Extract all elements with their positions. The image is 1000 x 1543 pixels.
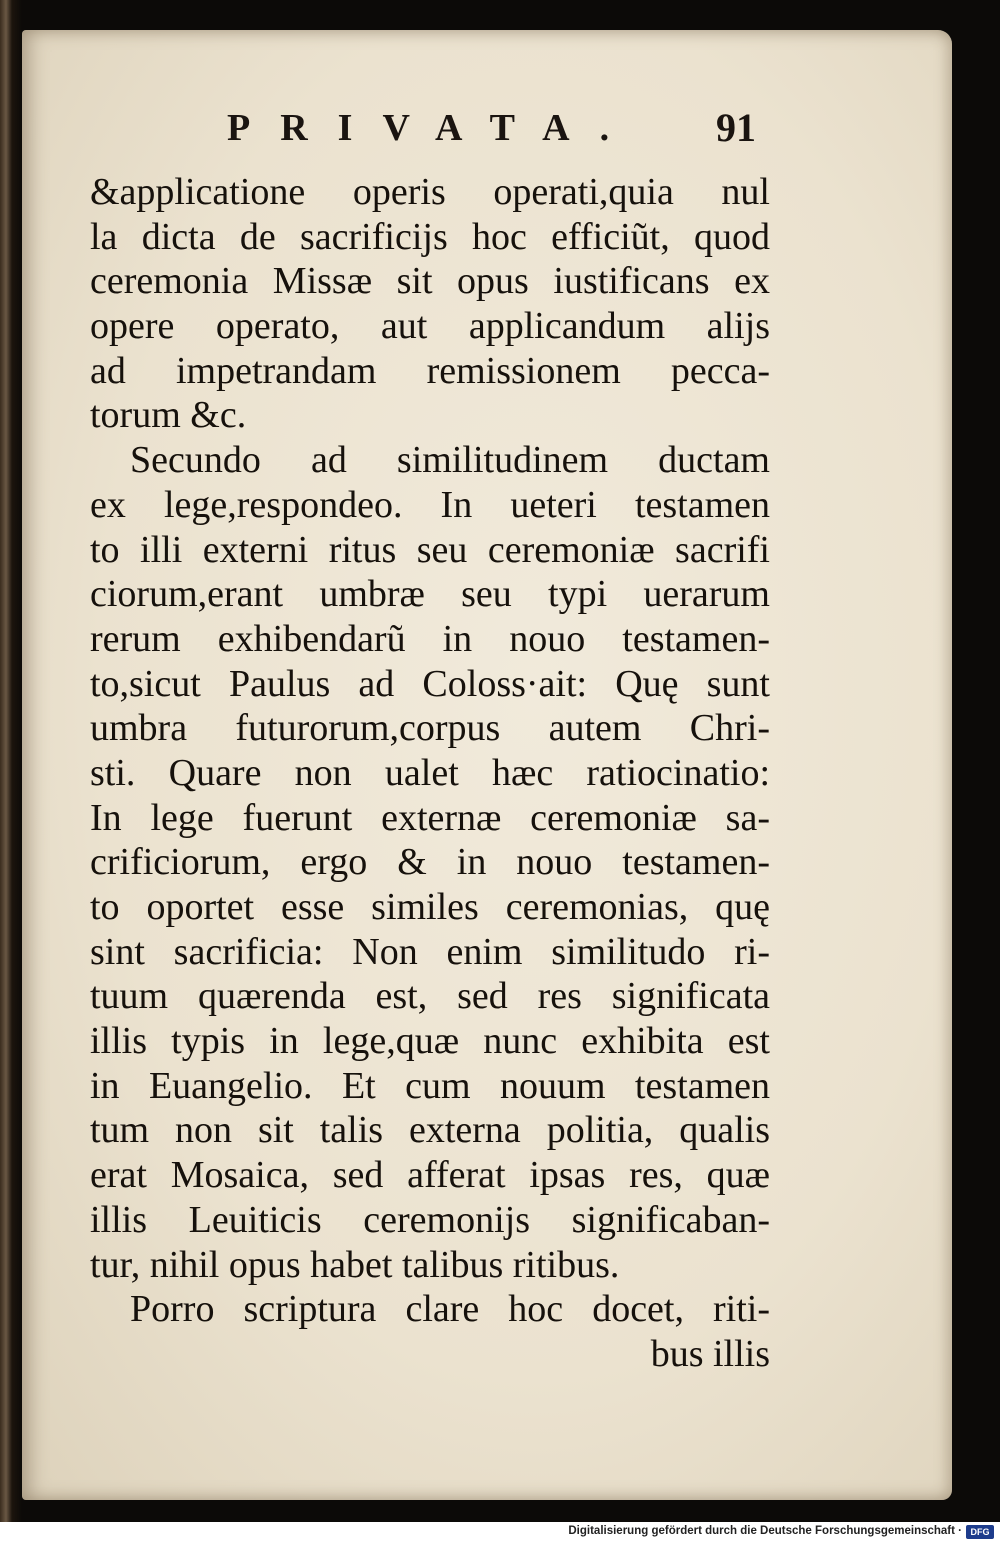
text-line: la dicta de sacrificijs hoc efficiũt, quod [90, 215, 770, 258]
footer-bar [0, 1522, 1000, 1543]
paragraph-start-line: Porro scriptura clare hoc docet, riti- [130, 1288, 770, 1331]
text-line: illis Leuiticis ceremonijs significaban- [90, 1198, 770, 1241]
paragraph-start-line: Secundo ad similitudinem ductam [130, 439, 770, 482]
text-line: to oportet esse similes ceremonias, quę [90, 886, 770, 928]
text-line: &applicatione operis operati,quia nul [90, 171, 770, 213]
text-line: ceremonia Missæ sit opus iustificans ex [90, 260, 770, 303]
catchword-line: bus illis [650, 1332, 770, 1375]
text-line: ad impetrandam remissionem pecca- [90, 349, 770, 392]
text-line: ex lege,respondeo. In ueteri testamen [90, 483, 770, 526]
page-header [22, 102, 952, 162]
text-line: erat Mosaica, sed afferat ipsas res, quæ [90, 1154, 770, 1197]
dfg-logo-icon[interactable]: DFG [966, 1525, 994, 1539]
text-line: illis typis in lege,quæ nunc exhibita est [90, 1020, 770, 1063]
page-number: 91 [716, 105, 756, 150]
text-line: tuum quærenda est, sed res significata [90, 975, 770, 1018]
book-page [22, 30, 952, 1500]
running-head: PRIVATA. [227, 107, 640, 149]
text-line: tum non sit talis externa politia, qualis [90, 1109, 770, 1152]
text-line: to illi externi ritus seu ceremoniæ sacrifi [90, 528, 770, 571]
text-line: sint sacrificia: Non enim similitudo ri- [90, 930, 770, 973]
text-line: crificiorum, ergo & in nouo testamen- [90, 841, 770, 884]
funding-credit[interactable]: Digitalisierung gefördert durch die Deutsche Forschungsgemeinschaft · [568, 1525, 962, 1537]
text-line: torum &c. [90, 394, 247, 437]
body-text [90, 170, 770, 1377]
text-line: to,sicut Paulus ad Coloss·ait: Quę sunt [90, 662, 770, 705]
text-line: opere operato, aut applicandum alijs [90, 305, 770, 348]
text-line: umbra futurorum,corpus autem Chri- [90, 707, 770, 750]
text-line: sti. Quare non ualet hæc ratiocinatio: [90, 751, 770, 794]
text-line: rerum exhibendarũ in nouo testamen- [90, 617, 770, 660]
text-line: in Euangelio. Et cum nouum testamen [90, 1064, 770, 1107]
text-line: In lege fuerunt externæ ceremoniæ sa- [90, 796, 770, 839]
text-line: tur, nihil opus habet talibus ritibus. [90, 1243, 620, 1286]
text-line: ciorum,erant umbræ seu typi uerarum [90, 573, 770, 616]
